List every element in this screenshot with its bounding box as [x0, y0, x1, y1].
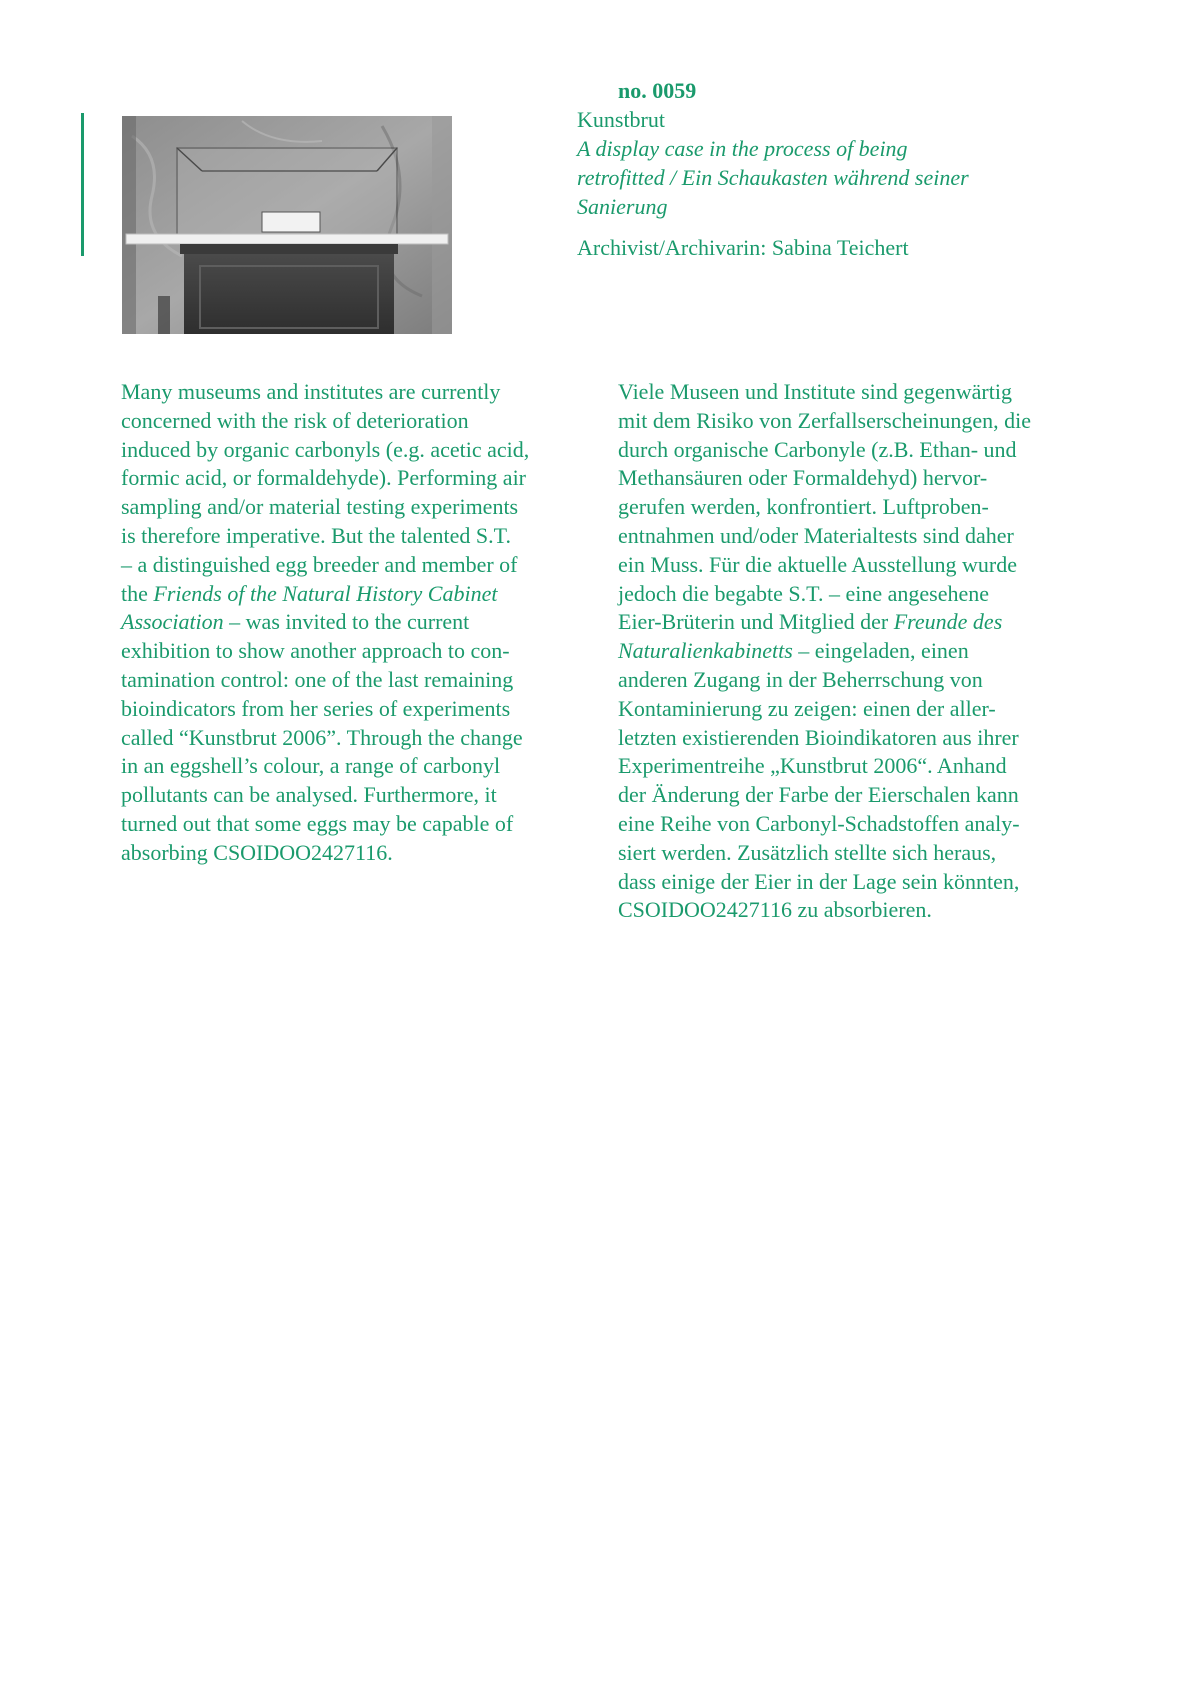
entry-number: no. 0059 — [618, 78, 697, 103]
text-line: Kontaminierung zu zeigen: einen der aller- — [618, 695, 996, 721]
text-line-with-italic — [121, 580, 591, 609]
entry-title: Kunstbrut — [577, 107, 665, 132]
text-line: durch organische Carbonyle (z.B. Ethan- und — [618, 436, 1017, 462]
italic-association-name: Friends of the Natural History Cabinet — [153, 580, 498, 606]
text-line: eine Reihe von Carbonyl-Schadstoffen analy- — [618, 810, 1020, 836]
description-line: A display case in the process of being — [577, 136, 908, 161]
text-line: Viele Museen und Institute sind gegenwärtig — [618, 379, 1012, 404]
text-line: in an eggshell’s colour, a range of carbonyl — [121, 753, 501, 779]
italic-association-name: Association — [121, 609, 224, 635]
text-line: – a distinguished egg breeder and member of — [121, 551, 518, 577]
german-text-column — [618, 378, 1088, 925]
text-line-with-italic — [618, 637, 1088, 666]
italic-association-name: Naturalienkabinetts — [618, 638, 793, 664]
text-line: anderen Zugang in der Beherrschung von — [618, 666, 983, 692]
text-line: CSOIDOO2427116 zu absorbieren. — [618, 897, 932, 923]
text-line: induced by organic carbonyls (e.g. acetic acid, — [121, 436, 530, 462]
text-line: der Änderung der Farbe der Eierschalen kann — [618, 782, 1019, 808]
text-line-with-italic — [121, 608, 591, 637]
description-line: Sanierung — [577, 194, 668, 219]
entry-description — [577, 134, 1047, 221]
text-line: mit dem Risiko von Zerfallserscheinungen, die — [618, 407, 1032, 433]
text-line: is therefore imperative. But the talented S.T. — [121, 522, 511, 548]
english-paragraph — [121, 378, 591, 868]
text-line-with-italic — [618, 608, 1088, 637]
description-line: retrofitted / Ein Schaukasten während seiner — [577, 165, 969, 190]
text-run: – eingeladen, einen — [792, 638, 969, 664]
margin-rule — [81, 113, 84, 256]
text-line: concerned with the risk of deterioration — [121, 407, 469, 433]
text-line: jedoch die begabte S.T. – eine angesehene — [618, 580, 989, 606]
text-line: ein Muss. Für die aktuelle Ausstellung wurde — [618, 551, 1018, 577]
text-run: Eier-Brüterin und Mitglied der — [618, 609, 894, 635]
text-run: the — [121, 580, 154, 606]
german-paragraph — [618, 378, 1088, 925]
text-line: pollutants can be analysed. Furthermore, it — [121, 782, 497, 808]
text-line: sampling and/or material testing experiments — [121, 494, 519, 520]
text-line: dass einige der Eier in der Lage sein könnten, — [618, 868, 1020, 894]
text-line: Many museums and institutes are currently — [121, 379, 501, 404]
text-line: Experimentreihe „Kunstbrut 2006“. Anhand — [618, 753, 1007, 779]
text-line: letzten existierenden Bioindikatoren aus ihrer — [618, 724, 1019, 750]
display-case-illustration — [122, 116, 452, 334]
display-case-photo — [122, 116, 452, 334]
caption-block — [577, 76, 1047, 262]
text-line: siert werden. Zusätzlich stellte sich heraus, — [618, 839, 997, 865]
text-line: tamination control: one of the last remaining — [121, 666, 514, 692]
english-text-column — [121, 378, 591, 868]
archivist-credit: Archivist/Archivarin: Sabina Teichert — [577, 235, 909, 260]
text-line: turned out that some eggs may be capable of — [121, 810, 514, 836]
text-line: called “Kunstbrut 2006”. Through the change — [121, 724, 523, 750]
text-line: gerufen werden, konfrontiert. Luftproben- — [618, 494, 989, 520]
text-line: bioindicators from her series of experiments — [121, 695, 511, 721]
text-line: Methansäuren oder Formaldehyd) hervor- — [618, 465, 988, 491]
italic-association-name: Freunde des — [893, 609, 1003, 635]
text-run: – was invited to the current — [223, 609, 470, 635]
text-line: exhibition to show another approach to con- — [121, 638, 510, 664]
text-line: formic acid, or formaldehyde). Performing air — [121, 465, 527, 491]
text-line: entnahmen und/oder Materialtests sind daher — [618, 522, 1014, 548]
text-line: absorbing CSOIDOO2427116. — [121, 839, 393, 865]
